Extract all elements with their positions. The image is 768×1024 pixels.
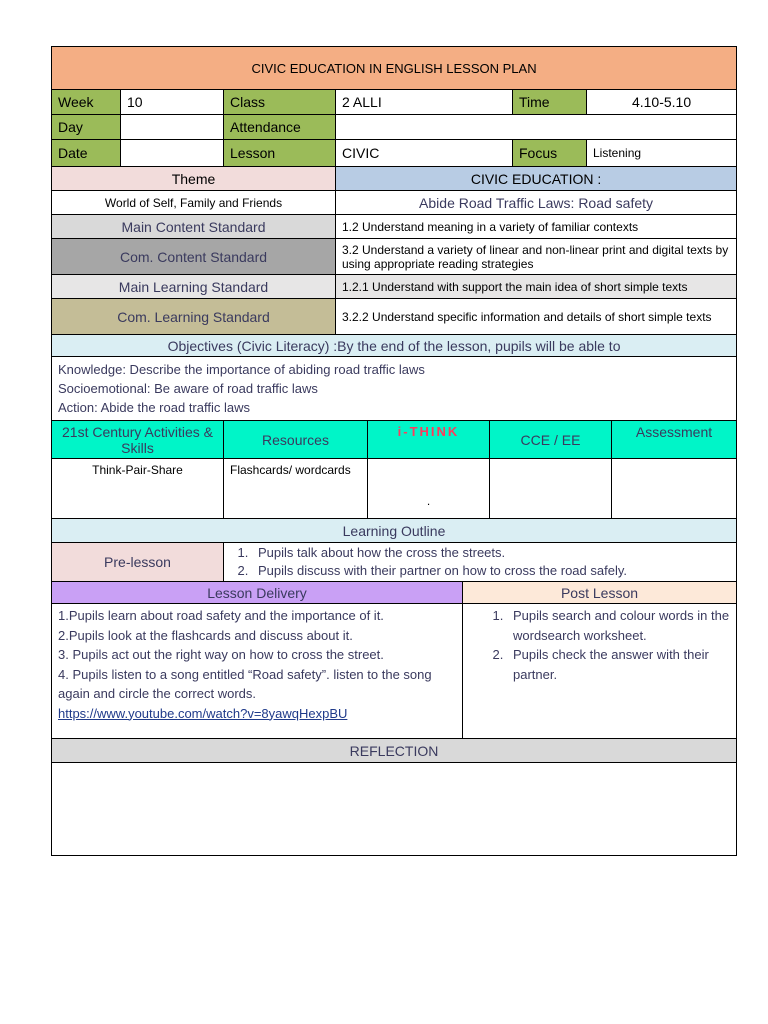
main-learning-standard-label: Main Learning Standard — [52, 275, 336, 299]
com-content-standard-value: 3.2 Understand a variety of linear and non-linear print and digital texts by using appropriate reading strategies — [336, 239, 737, 275]
objectives-list — [52, 357, 737, 421]
learning-outline-heading: Learning Outline — [52, 519, 737, 543]
day-label: Day — [52, 115, 121, 140]
pre-lesson-label: Pre-lesson — [52, 543, 224, 582]
civic-education-label: CIVIC EDUCATION : — [336, 167, 737, 191]
theme-label: Theme — [52, 167, 336, 191]
week-label: Week — [52, 90, 121, 115]
delivery-item: 1.Pupils learn about road safety and the importance of it. — [58, 608, 384, 623]
time-label: Time — [513, 90, 587, 115]
objectives-heading: Objectives (Civic Literacy) :By the end of the lesson, pupils will be able to — [52, 335, 737, 357]
com-learning-standard-label: Com. Learning Standard — [52, 299, 336, 335]
date-value — [121, 140, 224, 167]
activities-header: 21st Century Activities & Skills — [52, 421, 224, 459]
activities-table — [51, 420, 737, 519]
week-value: 10 — [121, 90, 224, 115]
lesson-plan-sheet — [51, 46, 736, 856]
focus-label: Focus — [513, 140, 587, 167]
objective-item: Action: Abide the road traffic laws — [58, 400, 250, 415]
objective-item: Socioemotional: Be aware of road traffic laws — [58, 381, 318, 396]
post-lesson-item: 2. Pupils check the answer with their partner. — [507, 645, 730, 684]
day-value — [121, 115, 224, 140]
assessment-value — [612, 459, 737, 519]
delivery-item: 4. Pupils listen to a song entitled “Road safety”. listen to the song again and circle the correct words. — [58, 666, 432, 701]
outline-table — [51, 518, 737, 582]
pre-lesson-item: 1. Pupils talk about how the cross the streets. — [252, 544, 730, 562]
delivery-item: 2.Pupils look at the flashcards and discuss about it. — [58, 627, 353, 643]
objective-item: Knowledge: Describe the importance of abiding road traffic laws — [58, 362, 425, 377]
page-title: CIVIC EDUCATION IN ENGLISH LESSON PLAN — [52, 47, 737, 90]
lesson-plan-table — [51, 46, 737, 421]
reflection-heading: REFLECTION — [52, 739, 737, 763]
ithink-header — [368, 421, 490, 459]
main-learning-standard-value: 1.2.1 Understand with support the main idea of short simple texts — [336, 275, 737, 299]
cce-ee-header: CCE / EE — [490, 421, 612, 459]
attendance-value — [336, 115, 737, 140]
class-value: 2 ALLI — [336, 90, 513, 115]
lesson-delivery-list — [52, 604, 463, 739]
ithink-value: . — [368, 459, 490, 519]
delivery-table — [51, 581, 737, 856]
pre-lesson-item: 2. Pupils discuss with their partner on how to cross the road safely. — [252, 562, 730, 580]
class-label: Class — [224, 90, 336, 115]
attendance-label: Attendance — [224, 115, 336, 140]
youtube-link[interactable]: https://www.youtube.com/watch?v=8yawqHexpBU — [58, 705, 348, 721]
post-lesson-heading: Post Lesson — [463, 582, 737, 604]
pre-lesson-list — [224, 543, 737, 582]
resources-value: Flashcards/ wordcards — [224, 459, 368, 519]
post-lesson-item: 1. Pupils search and colour words in the wordsearch worksheet. — [507, 606, 730, 645]
lesson-value: CIVIC — [336, 140, 513, 167]
activities-value: Think-Pair-Share — [52, 459, 224, 519]
resources-header: Resources — [224, 421, 368, 459]
com-content-standard-label: Com. Content Standard — [52, 239, 336, 275]
civic-education-value: Abide Road Traffic Laws: Road safety — [336, 191, 737, 215]
lesson-delivery-heading: Lesson Delivery — [52, 582, 463, 604]
lesson-label: Lesson — [224, 140, 336, 167]
reflection-value — [52, 763, 737, 856]
time-value: 4.10-5.10 — [587, 90, 737, 115]
com-learning-standard-value: 3.2.2 Understand specific information and details of short simple texts — [336, 299, 737, 335]
main-content-standard-value: 1.2 Understand meaning in a variety of familiar contexts — [336, 215, 737, 239]
post-lesson-list — [463, 604, 737, 739]
assessment-header: Assessment — [612, 421, 737, 459]
delivery-item: 3. Pupils act out the right way on how to cross the street. — [58, 647, 384, 662]
theme-value: World of Self, Family and Friends — [52, 191, 336, 215]
date-label: Date — [52, 140, 121, 167]
main-content-standard-label: Main Content Standard — [52, 215, 336, 239]
ithink-logo: i-THINK — [397, 424, 460, 439]
cce-ee-value — [490, 459, 612, 519]
focus-value: Listening — [587, 140, 737, 167]
